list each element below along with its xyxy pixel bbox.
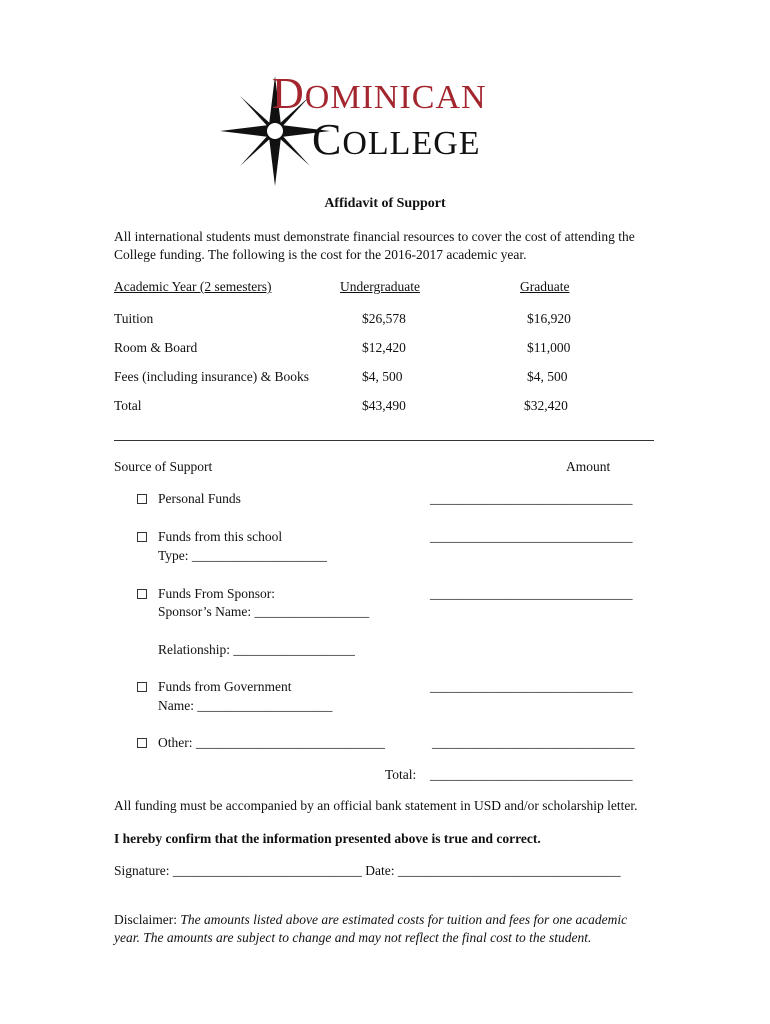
sponsor-relationship-field[interactable]: Relationship: __________________: [158, 642, 355, 657]
college-logo: [220, 66, 560, 184]
school-funds-amount-field[interactable]: ______________________________: [430, 529, 633, 544]
sponsor-funds-checkbox[interactable]: [137, 589, 147, 599]
other-funds-field[interactable]: Other: ____________________________: [158, 735, 385, 750]
cost-row-undergrad: $43,490: [362, 398, 406, 413]
government-funds-checkbox[interactable]: [137, 682, 147, 692]
sponsor-funds-amount-field[interactable]: ______________________________: [430, 586, 633, 601]
intro-line-1: All international students must demonstrate financial resources to cover the cost of attending the: [114, 229, 635, 244]
logo-college-text: COLLEGE: [312, 115, 481, 164]
section-divider: [114, 440, 654, 441]
other-funds-checkbox[interactable]: [137, 738, 147, 748]
sponsor-name-field[interactable]: Sponsor’s Name: _________________: [158, 604, 370, 619]
school-funds-type-field[interactable]: Type: ____________________: [158, 548, 327, 563]
personal-funds-label: Personal Funds: [158, 491, 241, 506]
cost-row-label: Room & Board: [114, 340, 198, 355]
signature-date-field[interactable]: Signature: ____________________________ Date: _________________________________: [114, 863, 621, 878]
funding-note: All funding must be accompanied by an official bank statement in USD and/or scholarship letter.: [114, 798, 638, 813]
personal-funds-amount-field[interactable]: ______________________________: [430, 491, 633, 506]
page-title: Affidavit of Support: [324, 196, 446, 211]
cost-row-label: Fees (including insurance) & Books: [114, 369, 309, 384]
amount-header: Amount: [566, 459, 611, 474]
cost-row-label: Total: [114, 398, 142, 413]
source-of-support-header: Source of Support: [114, 459, 213, 474]
logo-dominican-text: DOMINICAN: [272, 69, 487, 118]
school-funds-checkbox[interactable]: [137, 532, 147, 542]
total-amount-field[interactable]: ______________________________: [430, 767, 633, 782]
col-header-academic-year: Academic Year (2 semesters): [114, 279, 272, 294]
school-funds-label: Funds from this school: [158, 529, 283, 544]
cost-row-undergrad: $12,420: [362, 340, 406, 355]
government-funds-label: Funds from Government: [158, 679, 292, 694]
intro-line-2: College funding. The following is the cost for the 2016-2017 academic year.: [114, 247, 527, 262]
personal-funds-checkbox[interactable]: [137, 494, 147, 504]
cost-row-grad: $16,920: [527, 311, 571, 326]
cost-row-undergrad: $26,578: [362, 311, 406, 326]
col-header-graduate: Graduate: [520, 279, 570, 294]
sponsor-funds-label: Funds From Sponsor:: [158, 586, 276, 601]
total-label: Total:: [385, 767, 417, 782]
disclaimer-label: Disclaimer:: [114, 912, 177, 927]
col-header-undergraduate: Undergraduate: [340, 279, 420, 294]
cost-row-grad: $32,420: [524, 398, 568, 413]
other-funds-amount-field[interactable]: ______________________________: [432, 735, 635, 750]
disclaimer-text-2: year. The amounts are subject to change and may not reflect the final cost to the student.: [114, 930, 592, 945]
intro-paragraph: [114, 228, 674, 264]
confirmation-statement: I hereby confirm that the information presented above is true and correct.: [114, 831, 541, 846]
cost-row-grad: $4, 500: [527, 369, 568, 384]
government-name-field[interactable]: Name: ____________________: [158, 698, 333, 713]
disclaimer: [114, 911, 627, 947]
cost-row-grad: $11,000: [527, 340, 571, 355]
government-funds-amount-field[interactable]: ______________________________: [430, 679, 633, 694]
cost-row-undergrad: $4, 500: [362, 369, 403, 384]
disclaimer-text-1: The amounts listed above are estimated costs for tuition and fees for one academic: [176, 912, 628, 927]
cost-row-label: Tuition: [114, 311, 154, 326]
